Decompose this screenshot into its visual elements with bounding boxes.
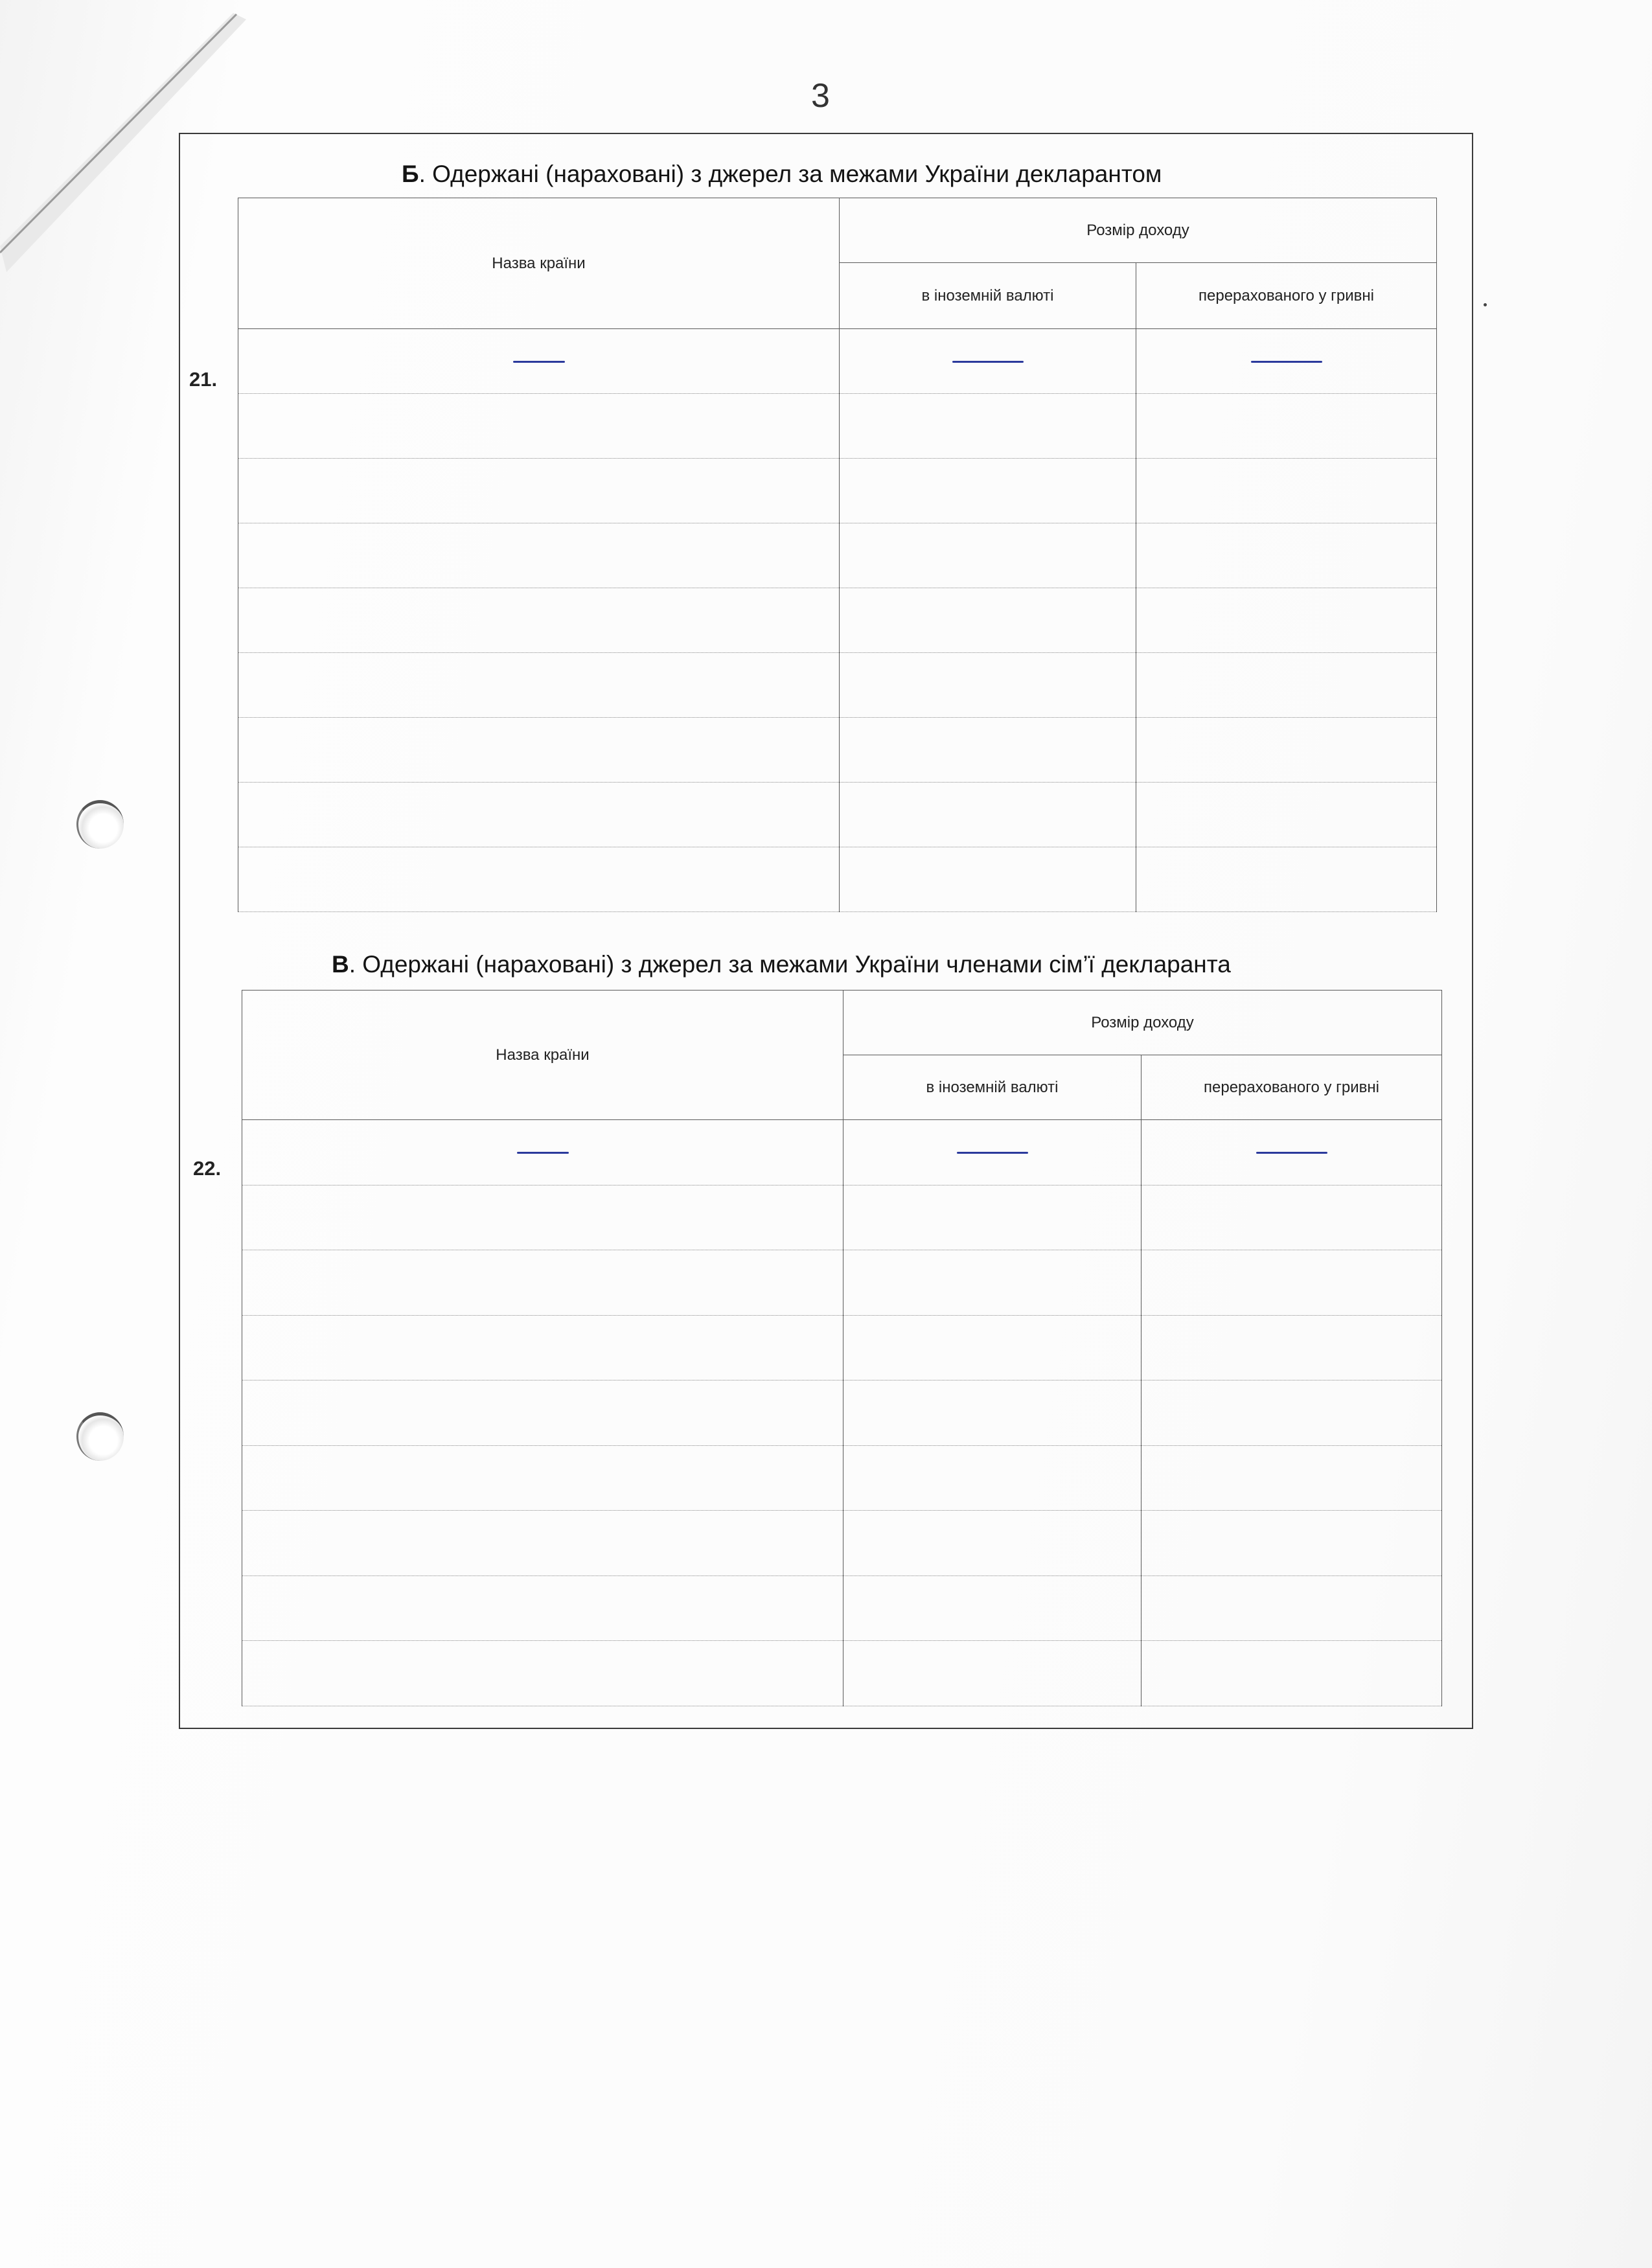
table-row: [242, 1575, 1442, 1641]
cell-country: [238, 783, 840, 847]
cell-foreign: [840, 718, 1136, 783]
cell-country: [242, 1445, 843, 1511]
table-row: [242, 1445, 1442, 1511]
cell-country: [242, 1315, 843, 1380]
cell-uah: [1141, 1445, 1442, 1511]
section-b-title-text: . Одержані (нараховані) з джерел за межами України декларантом: [419, 161, 1162, 187]
cell-foreign: [840, 588, 1136, 653]
header-country: Назва країни: [242, 991, 843, 1120]
header-uah: перерахованого у гривні: [1141, 1055, 1442, 1120]
stray-mark: [1484, 303, 1487, 306]
cell-foreign: [840, 523, 1136, 588]
table-row: [242, 1511, 1442, 1576]
cell-foreign: [843, 1185, 1141, 1250]
table-row: [238, 653, 1437, 718]
income-table-family: [242, 990, 1442, 1706]
cell-foreign: [840, 394, 1136, 459]
cell-uah: [1141, 1575, 1442, 1641]
handwritten-dash: [513, 361, 565, 363]
handwritten-dash: [1256, 1152, 1327, 1154]
cell-uah: [1136, 718, 1437, 783]
row-number-22: 22.: [193, 1157, 222, 1180]
punch-hole-bottom: [76, 1412, 124, 1461]
table-row: [238, 588, 1437, 653]
table-row: [238, 329, 1437, 394]
cell-foreign: [843, 1380, 1141, 1446]
table-row: [242, 1641, 1442, 1706]
cell-uah: [1141, 1185, 1442, 1250]
row-number-21: 21.: [189, 368, 218, 391]
header-uah: перерахованого у гривні: [1136, 263, 1437, 329]
table-row: [238, 718, 1437, 783]
cell-country: [238, 718, 840, 783]
cell-country: [242, 1120, 843, 1186]
cell-foreign: [840, 783, 1136, 847]
header-foreign-currency: в іноземній валюті: [843, 1055, 1141, 1120]
cell-uah: [1141, 1120, 1442, 1186]
cell-uah: [1141, 1315, 1442, 1380]
punch-hole-top: [76, 800, 124, 849]
cell-uah: [1136, 653, 1437, 718]
table-row: [242, 1185, 1442, 1250]
cell-foreign: [843, 1120, 1141, 1186]
cell-uah: [1141, 1641, 1442, 1706]
section-v-letter: В: [332, 951, 349, 978]
handwritten-dash: [517, 1152, 569, 1154]
cell-foreign: [843, 1250, 1141, 1316]
cell-uah: [1141, 1250, 1442, 1316]
cell-uah: [1141, 1511, 1442, 1576]
cell-uah: [1136, 783, 1437, 847]
table-row: [242, 1315, 1442, 1380]
cell-foreign: [840, 653, 1136, 718]
cell-uah: [1136, 588, 1437, 653]
table-row: [238, 783, 1437, 847]
cell-foreign: [843, 1315, 1141, 1380]
cell-uah: [1136, 394, 1437, 459]
cell-country: [242, 1250, 843, 1316]
cell-uah: [1136, 523, 1437, 588]
income-table-declarant: [238, 198, 1437, 912]
cell-country: [242, 1575, 843, 1641]
cell-country: [238, 523, 840, 588]
cell-country: [238, 459, 840, 523]
cell-country: [242, 1511, 843, 1576]
cell-foreign: [843, 1575, 1141, 1641]
cell-uah: [1136, 329, 1437, 394]
cell-uah: [1136, 847, 1437, 912]
handwritten-dash: [957, 1152, 1028, 1154]
header-country: Назва країни: [238, 198, 840, 329]
table-row: [238, 459, 1437, 523]
section-b-letter: Б: [402, 161, 419, 187]
cell-foreign: [840, 329, 1136, 394]
cell-country: [242, 1380, 843, 1446]
handwritten-dash: [1251, 361, 1322, 363]
cell-foreign: [840, 847, 1136, 912]
cell-foreign: [840, 459, 1136, 523]
cell-country: [238, 329, 840, 394]
cell-uah: [1136, 459, 1437, 523]
cell-country: [238, 394, 840, 459]
header-income-size: Розмір доходу: [843, 991, 1442, 1055]
section-b-title: [402, 161, 1162, 188]
cell-country: [238, 588, 840, 653]
cell-country: [238, 653, 840, 718]
handwritten-dash: [952, 361, 1024, 363]
header-income-size: Розмір доходу: [840, 198, 1437, 263]
table-row: [242, 1120, 1442, 1186]
cell-foreign: [843, 1511, 1141, 1576]
table-row: [238, 847, 1437, 912]
header-foreign-currency: в іноземній валюті: [840, 263, 1136, 329]
table-row: [238, 394, 1437, 459]
cell-uah: [1141, 1380, 1442, 1446]
page-number: 3: [811, 77, 830, 115]
cell-foreign: [843, 1445, 1141, 1511]
cell-country: [242, 1185, 843, 1250]
cell-country: [238, 847, 840, 912]
cell-country: [242, 1641, 843, 1706]
table-row: [238, 523, 1437, 588]
table-row: [242, 1380, 1442, 1446]
section-v-title-text: . Одержані (нараховані) з джерел за межами України членами сім’ї декларанта: [349, 951, 1231, 978]
cell-foreign: [843, 1641, 1141, 1706]
section-v-title: [332, 951, 1231, 978]
table-row: [242, 1250, 1442, 1316]
